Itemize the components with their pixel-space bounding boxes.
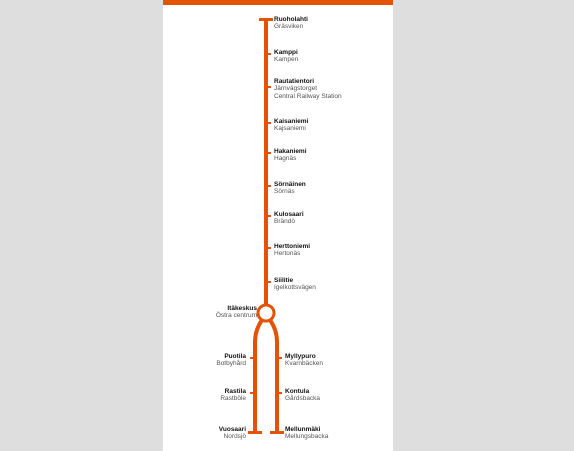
station-name-sv: Kajsaniemi bbox=[274, 125, 306, 133]
terminus-bar-vuosaari bbox=[248, 431, 262, 434]
station-name-fi: Mellunmäki bbox=[285, 426, 321, 433]
station-hakaniemi bbox=[274, 148, 307, 163]
station-name-sv: Brändö bbox=[274, 218, 295, 226]
station-rautatientori bbox=[274, 78, 342, 100]
station-name-sv: Kampen bbox=[274, 56, 299, 64]
station-name-sv: Hagnäs bbox=[274, 155, 297, 163]
station-name-sv: Östra centrum bbox=[215, 312, 257, 320]
station-tick-kulosaari bbox=[268, 215, 271, 217]
station-name-fi: Puotila bbox=[224, 353, 246, 360]
station-tick-herttoniemi bbox=[268, 247, 271, 249]
station-name-fi: Vuosaari bbox=[218, 426, 246, 433]
station-name-sv: Mellungsbacka bbox=[285, 433, 329, 441]
station-herttoniemi bbox=[274, 243, 310, 258]
station-name-sv: Hertonäs bbox=[274, 250, 301, 258]
station-tick-kamppi bbox=[268, 53, 271, 55]
station-rastila bbox=[220, 388, 246, 403]
station-name-fi: Siilitie bbox=[274, 277, 294, 284]
station-mellunmaki bbox=[285, 426, 328, 441]
station-tick-kontula bbox=[279, 392, 282, 394]
station-kaisaniemi bbox=[274, 118, 308, 133]
station-name-sv: Botbyhård bbox=[216, 360, 246, 368]
station-kamppi bbox=[274, 49, 298, 64]
station-tick-sornainen bbox=[268, 185, 271, 187]
station-name-fi: Rastila bbox=[224, 388, 246, 395]
station-name-sv: Nordsjö bbox=[223, 433, 246, 441]
branch-vuosaari bbox=[255, 320, 262, 432]
station-siilitie bbox=[274, 277, 316, 292]
station-puotila bbox=[216, 353, 246, 368]
station-name-fi: Ruoholahti bbox=[274, 16, 308, 23]
station-name-sv: Gårdsbacka bbox=[285, 395, 321, 403]
station-name-fi: Sörnäinen bbox=[274, 181, 306, 188]
station-name-en: Central Railway Station bbox=[274, 92, 342, 100]
station-name-fi: Kulosaari bbox=[274, 211, 304, 218]
station-name-sv: Sörnäs bbox=[274, 188, 295, 196]
station-name-fi: Kontula bbox=[285, 388, 310, 395]
station-tick-puotila bbox=[250, 357, 253, 359]
station-tick-rastila bbox=[250, 392, 253, 394]
station-kontula bbox=[285, 388, 320, 403]
station-tick-myllypuro bbox=[279, 357, 282, 359]
station-name-fi: Rautatientori bbox=[274, 78, 315, 85]
station-name-sv: Igelkottsvägen bbox=[274, 284, 316, 292]
station-itakeskus bbox=[216, 305, 257, 320]
station-tick-hakaniemi bbox=[268, 152, 271, 154]
station-name-fi: Herttoniemi bbox=[274, 243, 311, 250]
station-tick-rautatientori bbox=[268, 86, 271, 88]
station-name-fi: Kamppi bbox=[274, 49, 298, 56]
station-ruoholahti bbox=[274, 16, 308, 31]
terminus-bar-ruoholahti bbox=[259, 18, 273, 21]
station-name-sv: Gräsviken bbox=[274, 23, 304, 31]
station-kulosaari bbox=[274, 211, 304, 226]
station-name-fi: Itäkeskus bbox=[227, 305, 257, 312]
station-sornainen bbox=[274, 181, 306, 196]
station-myllypuro bbox=[285, 353, 323, 368]
station-name-fi: Myllypuro bbox=[285, 353, 316, 360]
station-name-fi: Hakaniemi bbox=[274, 148, 307, 155]
station-name-sv: Rastböle bbox=[220, 395, 246, 403]
station-vuosaari bbox=[219, 426, 246, 441]
terminus-bar-mellunmaki bbox=[270, 431, 284, 434]
station-name-fi: Kaisaniemi bbox=[274, 118, 309, 125]
interchange-itakeskus bbox=[258, 305, 274, 321]
station-tick-siilitie bbox=[268, 281, 271, 283]
branch-mellunmaki bbox=[270, 320, 277, 432]
station-name-sv: Järnvägstorget bbox=[274, 85, 317, 93]
station-name-sv: Kvarnbäcken bbox=[285, 360, 323, 368]
station-tick-kaisaniemi bbox=[268, 122, 271, 124]
